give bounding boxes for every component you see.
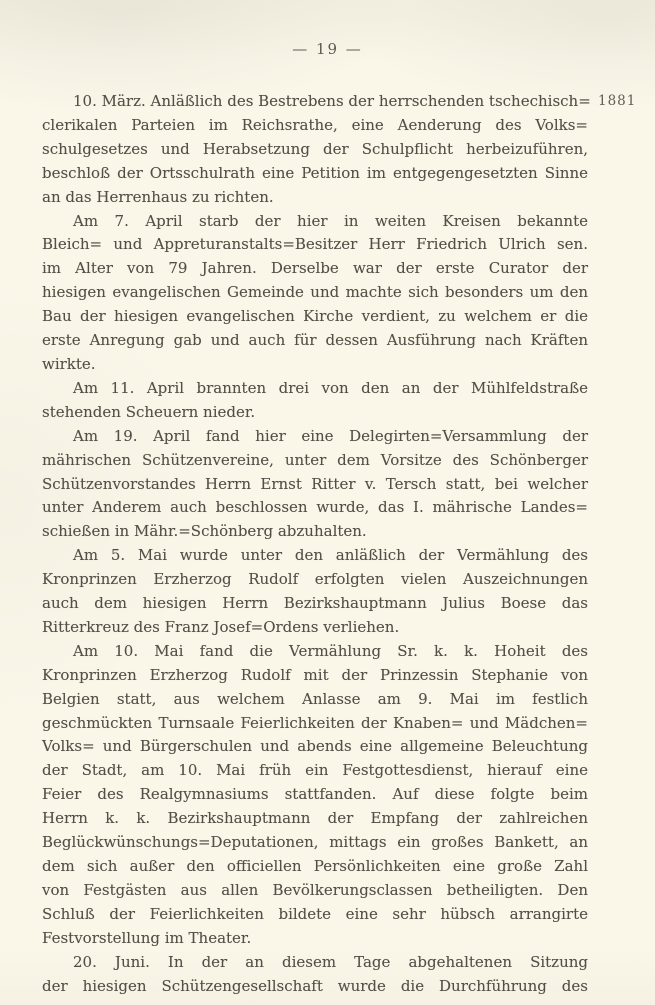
- text-line: erste Anregung gab und auch für dessen Ausführung nach Kräften wirkte.: [42, 331, 588, 373]
- text-line: im Alter von 79 Jahren. Derselbe war der erste Curator der: [42, 259, 588, 278]
- text-line: clerikalen Parteien im Reichsrathe, eine Aenderung des Volks=: [42, 115, 588, 134]
- text-line: Am 7. April starb der hier in weiten Kreisen bekannte: [73, 211, 588, 230]
- text-line: 20. Juni. In der an diesem Tage abgehaltenen Sitzung: [73, 952, 588, 971]
- text-line: hiesigen evangelischen Gemeinde und machte sich besonders um den: [42, 283, 588, 302]
- paragraph: [42, 544, 588, 640]
- text-line: Herrn k. k. Bezirkshauptmann der Empfang der zahlreichen: [42, 809, 588, 828]
- text-line: Schützenvorstandes Herrn Ernst Ritter v. Tersch statt, bei welcher: [42, 474, 588, 493]
- text-line: Am 11. April brannten drei von den an der Mühlfeldstraße: [73, 378, 588, 397]
- text-line: 10. März. Anläßlich des Bestrebens der herrschenden tschechisch=: [73, 92, 591, 110]
- text-line: schulgesetzes und Herabsetzung der Schulpflicht herbeizuführen,: [42, 139, 588, 158]
- paragraph: [42, 377, 588, 425]
- paragraph: [42, 640, 588, 951]
- text-line: Festvorstellung im Theater.: [42, 928, 252, 947]
- text-line: Belgien statt, aus welchem Anlasse am 9. Mai im festlich: [42, 689, 588, 708]
- text-line: schießen in Mähr.=Schönberg abzuhalten.: [42, 522, 367, 541]
- text-line: Bleich= und Appreturanstalts=Besitzer Herr Friedrich Ulrich sen.: [42, 235, 588, 254]
- text-line: Kronprinzen Erzherzog Rudolf mit der Prinzessin Stephanie von: [42, 665, 588, 684]
- text-line: Kronprinzen Erzherzog Rudolf erfolgten vielen Auszeichnungen: [42, 570, 588, 589]
- text-line: Schluß der Feierlichkeiten bildete eine sehr hübsch arrangirte: [42, 904, 588, 923]
- text-line: stehenden Scheuern nieder.: [42, 402, 256, 421]
- paragraph: [42, 90, 591, 210]
- text-line: beschloß der Ortsschulrath eine Petition im entgegengesetzten Sinne: [42, 163, 588, 182]
- text-line: der hiesigen Schützengesellschaft wurde die Durchführung des: [42, 976, 588, 995]
- text-line: auch dem hiesigen Herrn Bezirkshauptmann Julius Boese das: [42, 594, 588, 613]
- margin-year: 1881: [598, 93, 637, 109]
- page-number: — 19 —: [292, 40, 363, 58]
- text-line: Volks= und Bürgerschulen und abends eine allgemeine Beleuchtung: [42, 737, 588, 756]
- text-line: von Festgästen aus allen Bevölkerungsclassen betheiligten. Den: [42, 880, 588, 899]
- paragraph: [42, 210, 588, 377]
- text-line: Am 5. Mai wurde unter den anläßlich der Vermählung des: [73, 546, 588, 565]
- paragraph: [42, 951, 588, 999]
- paragraph: [42, 425, 588, 545]
- text-line: der Stadt, am 10. Mai früh ein Festgottesdienst, hierauf eine: [42, 761, 588, 780]
- text-line: Am 19. April fand hier eine Delegirten=Versammlung der: [73, 426, 588, 445]
- text-line: Am 10. Mai fand die Vermählung Sr. k. k. Hoheit des: [73, 641, 588, 660]
- text-line: Beglückwünschungs=Deputationen, mittags ein großes Bankett, an: [42, 833, 588, 852]
- text-line: geschmückten Turnsaale Feierlichkeiten der Knaben= und Mädchen=: [42, 713, 588, 732]
- text-line: dem sich außer den officiellen Persönlichkeiten eine große Zahl: [42, 857, 588, 875]
- text-line: unter Anderem auch beschlossen wurde, das I. mährische Landes=: [42, 498, 588, 517]
- text-block: [42, 90, 591, 998]
- text-line: an das Herrenhaus zu richten.: [42, 187, 274, 206]
- text-line: Feier des Realgymnasiums stattfanden. Auf diese folgte beim: [42, 785, 588, 804]
- text-line: Bau der hiesigen evangelischen Kirche verdient, zu welchem er die: [42, 307, 588, 326]
- text-line: mährischen Schützenvereine, unter dem Vorsitze des Schönberger: [42, 450, 588, 469]
- text-line: Ritterkreuz des Franz Josef=Ordens verliehen.: [42, 617, 400, 636]
